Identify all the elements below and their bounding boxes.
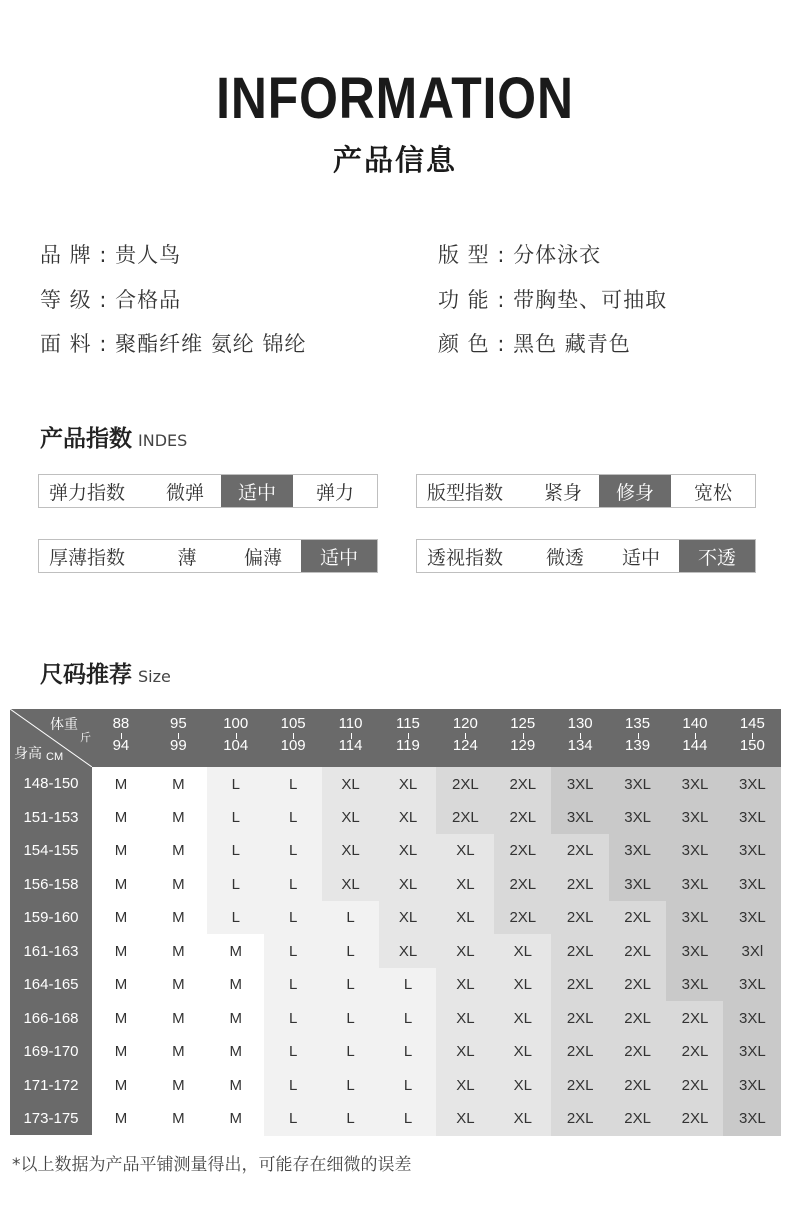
size-cell: M [149,1001,207,1035]
size-cell: M [92,1001,150,1035]
size-cell: XL [436,1035,494,1069]
size-cell: 3XL [723,1035,781,1069]
size-cell: L [264,800,322,834]
size-cell: M [149,867,207,901]
size-cell: L [207,800,265,834]
size-cell: 3XL [666,800,724,834]
weight-max: 129 [510,737,536,754]
index-option: 微弹 [165,481,204,504]
size-table [10,709,781,1135]
size-cell: M [149,834,207,868]
weight-header [609,709,667,767]
size-cell: L [264,968,322,1002]
weight-header [551,709,609,767]
index-label: 版型指数 [427,481,504,504]
size-cell: XL [436,1068,494,1102]
size-cell: M [92,834,150,868]
size-cell: XL [494,934,552,968]
info-grade: 等 级 : 合格品 [40,288,182,312]
index-title: 产品指数 [40,426,132,452]
size-cell: XL [322,867,380,901]
size-cell: 2XL [494,901,552,935]
weight-header [149,709,207,767]
size-cell: M [92,867,150,901]
measurement-note: *以上数据为产品平铺测量得出，可能存在细微的误差 [12,1155,412,1175]
index-4 [416,539,756,573]
size-cell: 2XL [666,1068,724,1102]
size-cell: 3XL [609,767,667,801]
weight-min: 115 [395,715,420,732]
size-cell: L [322,934,380,968]
weight-min: 135 [625,715,651,732]
size-cell: XL [494,1102,552,1136]
size-cell: M [92,1068,150,1102]
size-cell: 3XL [609,800,667,834]
weight-header [723,709,781,767]
size-cell: XL [436,968,494,1002]
size-cell: L [264,1102,322,1136]
size-cell: 2XL [551,934,609,968]
weight-max: 104 [223,737,249,754]
size-cell: 2XL [609,1068,667,1102]
index-option: 宽松 [693,481,732,504]
size-cell: XL [494,968,552,1002]
weight-min: 130 [567,715,593,732]
size-cell: 2XL [609,934,667,968]
height-label: 171-172 [10,1068,92,1102]
size-cell: 2XL [436,767,494,801]
weight-min: 88 [112,715,130,732]
size-cell: L [207,901,265,935]
index-subtitle: INDES [138,431,188,450]
index-option: 适中 [621,546,660,569]
size-cell: L [264,1001,322,1035]
weight-max: 114 [338,737,363,754]
size-cell: M [149,1035,207,1069]
height-label: 159-160 [10,901,92,935]
size-cell: XL [436,867,494,901]
index-2 [416,474,756,508]
weight-min: 125 [510,715,536,732]
size-cell: M [207,1001,265,1035]
height-label: 161-163 [10,934,92,968]
weight-header [436,709,494,767]
size-cell: L [322,968,380,1002]
weight-min: 145 [739,715,765,732]
index-3 [38,539,378,573]
size-cell: 2XL [551,867,609,901]
size-cell: L [379,968,437,1002]
size-cell: 2XL [666,1035,724,1069]
size-cell: 2XL [494,800,552,834]
size-cell: 2XL [494,834,552,868]
weight-min: 105 [280,715,306,732]
size-cell: M [92,968,150,1002]
size-cell: M [207,1102,265,1136]
size-cell: M [149,767,207,801]
size-cell: M [207,1068,265,1102]
index-option-selected: 修身 [599,475,671,507]
index-option: 微透 [545,546,584,569]
size-cell: L [264,1035,322,1069]
size-cell: 3XL [551,800,609,834]
size-cell: 3XL [723,800,781,834]
table-corner [10,709,92,767]
corner-height-unit: CM [46,751,64,763]
size-cell: 3XL [666,767,724,801]
size-cell: L [264,934,322,968]
weight-min: 140 [682,715,708,732]
size-cell: 2XL [436,800,494,834]
size-cell: 2XL [551,1068,609,1102]
height-label: 169-170 [10,1035,92,1069]
size-cell: L [207,867,265,901]
size-cell: XL [436,901,494,935]
height-label: 164-165 [10,968,92,1002]
weight-header [92,709,150,767]
size-cell: 3XL [666,867,724,901]
index-option-selected: 不透 [679,540,755,572]
index-option: 弹力 [315,481,354,504]
size-cell: 3XL [723,1068,781,1102]
size-cell: 2XL [551,834,609,868]
size-cell: 3XL [666,968,724,1002]
size-cell: M [149,901,207,935]
corner-height: 身高 [14,746,42,762]
weight-max: 99 [169,737,187,754]
size-cell: L [322,1035,380,1069]
weight-min: 100 [223,715,249,732]
size-cell: XL [494,1068,552,1102]
size-cell: M [207,1035,265,1069]
weight-min: 95 [169,715,187,732]
size-cell: 2XL [666,1001,724,1035]
size-cell: L [207,767,265,801]
height-label: 154-155 [10,834,92,868]
size-cell: 3XL [723,968,781,1002]
title-en: INFORMATION [216,66,574,131]
index-option-selected: 适中 [301,540,377,572]
size-cell: 2XL [551,968,609,1002]
info-function: 功 能 : 带胸垫、可抽取 [438,288,668,312]
size-cell: 3XL [666,834,724,868]
weight-header [264,709,322,767]
size-subtitle: Size [138,667,171,686]
size-cell: XL [494,1001,552,1035]
weight-header [322,709,380,767]
info-brand: 品 牌 : 贵人鸟 [40,243,182,267]
size-cell: L [379,1102,437,1136]
size-cell: XL [379,800,437,834]
size-cell: XL [379,934,437,968]
size-cell: 2XL [551,1102,609,1136]
info-fabric: 面 料 : 聚酯纤维 氨纶 锦纶 [40,332,307,356]
size-cell: L [379,1035,437,1069]
size-cell: 3XL [723,834,781,868]
size-cell: L [207,834,265,868]
index-label: 透视指数 [427,546,504,569]
size-cell: XL [379,767,437,801]
size-cell: L [264,901,322,935]
size-cell: XL [379,901,437,935]
size-cell: M [149,1068,207,1102]
weight-max: 139 [625,737,651,754]
height-label: 151-153 [10,800,92,834]
size-cell: L [264,834,322,868]
size-cell: XL [494,1035,552,1069]
weight-header [207,709,265,767]
size-cell: 2XL [494,867,552,901]
size-cell: 2XL [609,968,667,1002]
size-cell: M [92,1035,150,1069]
size-cell: M [92,800,150,834]
size-cell: 3XL [723,767,781,801]
size-cell: 3Xl [723,934,781,968]
size-cell: 2XL [609,1035,667,1069]
height-label: 148-150 [10,767,92,801]
weight-max: 109 [280,737,306,754]
index-label: 厚薄指数 [49,546,126,569]
size-cell: 3XL [609,867,667,901]
size-cell: 2XL [666,1102,724,1136]
index-option: 偏薄 [243,546,282,569]
weight-header [494,709,552,767]
size-cell: L [379,1001,437,1035]
weight-header [379,709,437,767]
size-cell: 2XL [609,901,667,935]
weight-max: 119 [395,737,420,754]
size-cell: 2XL [494,767,552,801]
size-cell: 3XL [723,1001,781,1035]
size-cell: 3XL [723,1102,781,1136]
index-1 [38,474,378,508]
index-option: 薄 [177,546,197,569]
weight-max: 144 [682,737,708,754]
corner-weight: 体重 [50,717,78,733]
size-title: 尺码推荐 [40,662,132,688]
size-cell: M [92,1102,150,1136]
size-cell: M [149,800,207,834]
size-cell: M [207,968,265,1002]
size-cell: L [322,1102,380,1136]
height-label: 173-175 [10,1102,92,1136]
index-label: 弹力指数 [49,481,126,504]
size-cell: XL [436,1001,494,1035]
size-cell: XL [322,800,380,834]
size-cell: XL [322,767,380,801]
size-cell: 3XL [609,834,667,868]
size-cell: L [264,767,322,801]
size-cell: L [322,1068,380,1102]
size-cell: M [149,968,207,1002]
size-cell: XL [436,934,494,968]
size-cell: L [264,867,322,901]
size-cell: L [264,1068,322,1102]
size-cell: L [322,901,380,935]
size-cell: M [207,934,265,968]
size-cell: 2XL [551,1035,609,1069]
size-cell: L [322,1001,380,1035]
height-label: 156-158 [10,867,92,901]
index-option-selected: 适中 [221,475,293,507]
size-cell: 3XL [666,901,724,935]
size-cell: M [92,767,150,801]
weight-max: 124 [452,737,478,754]
size-cell: 3XL [723,901,781,935]
size-cell: XL [436,834,494,868]
size-section-title [40,656,171,689]
weight-max: 134 [567,737,593,754]
weight-min: 110 [338,715,363,732]
size-cell: L [379,1068,437,1102]
weight-max: 94 [112,737,130,754]
index-section-title [40,420,187,453]
size-cell: M [92,934,150,968]
weight-max: 150 [739,737,765,754]
size-cell: M [149,1102,207,1136]
info-style: 版 型 : 分体泳衣 [438,243,602,267]
corner-weight-unit: 斤 [80,731,91,744]
size-cell: 3XL [551,767,609,801]
title-cn: 产品信息 [332,143,457,177]
size-cell: XL [322,834,380,868]
size-cell: 2XL [551,901,609,935]
size-cell: 2XL [609,1102,667,1136]
info-color: 颜 色 : 黑色 藏青色 [438,332,631,356]
size-cell: XL [436,1102,494,1136]
size-cell: XL [379,834,437,868]
size-cell: 3XL [666,934,724,968]
size-cell: M [92,901,150,935]
weight-min: 120 [452,715,478,732]
size-cell: 2XL [609,1001,667,1035]
weight-header [666,709,724,767]
size-cell: M [149,934,207,968]
size-cell: 2XL [551,1001,609,1035]
size-cell: 3XL [723,867,781,901]
index-option: 紧身 [543,481,582,504]
size-cell: XL [379,867,437,901]
height-label: 166-168 [10,1001,92,1035]
